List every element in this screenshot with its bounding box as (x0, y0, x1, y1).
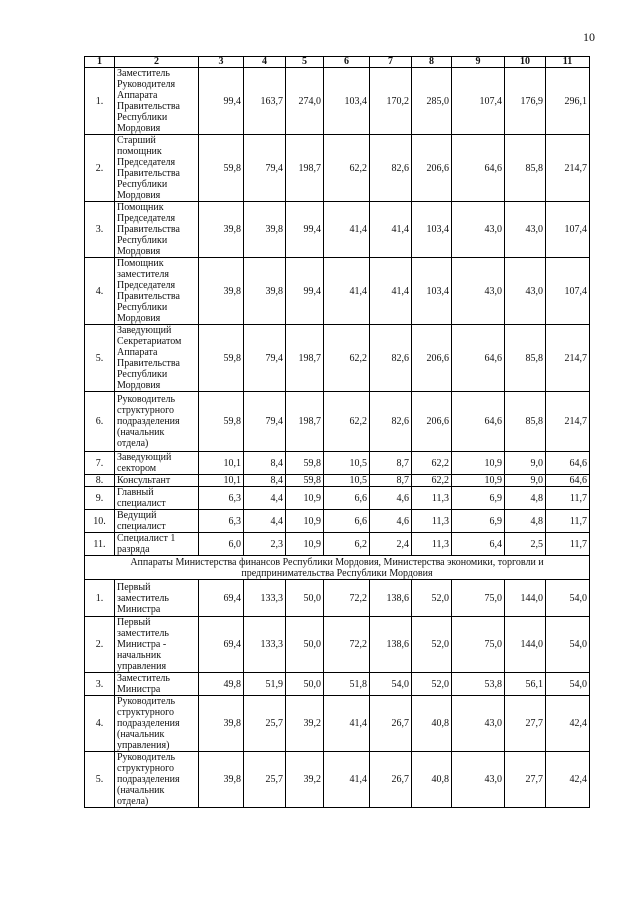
row-number: 4. (85, 696, 115, 752)
table-row (85, 487, 590, 510)
value-cell: 214,7 (546, 325, 590, 392)
table-row (85, 135, 590, 202)
value-cell: 4,6 (370, 487, 412, 510)
value-cell: 6,0 (199, 533, 244, 556)
value-cell: 99,4 (199, 68, 244, 135)
value-cell: 64,6 (546, 475, 590, 487)
value-cell: 50,0 (286, 580, 324, 617)
value-cell: 4,6 (370, 510, 412, 533)
table-row (85, 673, 590, 696)
value-cell: 41,4 (370, 202, 412, 258)
row-number: 7. (85, 452, 115, 475)
value-cell: 107,4 (452, 68, 505, 135)
header-cell: 8 (412, 57, 452, 68)
value-cell: 11,3 (412, 533, 452, 556)
salary-table (84, 56, 590, 808)
value-cell: 10,9 (452, 475, 505, 487)
value-cell: 52,0 (412, 617, 452, 673)
header-cell: 10 (505, 57, 546, 68)
value-cell: 214,7 (546, 392, 590, 452)
value-cell: 8,7 (370, 475, 412, 487)
value-cell: 39,8 (199, 752, 244, 808)
value-cell: 6,6 (324, 510, 370, 533)
value-cell: 53,8 (452, 673, 505, 696)
row-number: 6. (85, 392, 115, 452)
value-cell: 43,0 (452, 258, 505, 325)
value-cell: 27,7 (505, 696, 546, 752)
header-cell: 1 (85, 57, 115, 68)
position-title: Помощник заместителя Председателя Правительства Республики Мордовия (115, 258, 199, 325)
table-row (85, 258, 590, 325)
value-cell: 6,4 (452, 533, 505, 556)
value-cell: 99,4 (286, 202, 324, 258)
value-cell: 25,7 (244, 752, 286, 808)
value-cell: 69,4 (199, 580, 244, 617)
header-cell: 5 (286, 57, 324, 68)
value-cell: 50,0 (286, 673, 324, 696)
value-cell: 6,6 (324, 487, 370, 510)
row-number: 1. (85, 68, 115, 135)
value-cell: 40,8 (412, 752, 452, 808)
value-cell: 39,2 (286, 696, 324, 752)
value-cell: 54,0 (546, 580, 590, 617)
value-cell: 4,4 (244, 510, 286, 533)
value-cell: 75,0 (452, 580, 505, 617)
value-cell: 107,4 (546, 202, 590, 258)
value-cell: 103,4 (412, 258, 452, 325)
position-title: Помощник Председателя Правительства Республики Мордовия (115, 202, 199, 258)
table-row (85, 325, 590, 392)
value-cell: 75,0 (452, 617, 505, 673)
table-row (85, 510, 590, 533)
value-cell: 39,8 (244, 258, 286, 325)
table-row (85, 580, 590, 617)
value-cell: 62,2 (412, 475, 452, 487)
row-number: 10. (85, 510, 115, 533)
table-row (85, 452, 590, 475)
value-cell: 82,6 (370, 392, 412, 452)
value-cell: 10,9 (286, 510, 324, 533)
value-cell: 2,4 (370, 533, 412, 556)
value-cell: 6,9 (452, 510, 505, 533)
value-cell: 42,4 (546, 752, 590, 808)
value-cell: 10,1 (199, 452, 244, 475)
position-title: Старший помощник Председателя Правительства Республики Мордовия (115, 135, 199, 202)
table-row (85, 696, 590, 752)
value-cell: 43,0 (452, 696, 505, 752)
value-cell: 43,0 (452, 752, 505, 808)
value-cell: 82,6 (370, 135, 412, 202)
value-cell: 8,4 (244, 475, 286, 487)
value-cell: 206,6 (412, 392, 452, 452)
value-cell: 59,8 (199, 392, 244, 452)
value-cell: 2,5 (505, 533, 546, 556)
value-cell: 56,1 (505, 673, 546, 696)
value-cell: 8,7 (370, 452, 412, 475)
table-row (85, 752, 590, 808)
value-cell: 62,2 (324, 325, 370, 392)
value-cell: 10,5 (324, 452, 370, 475)
row-number: 2. (85, 617, 115, 673)
row-number: 3. (85, 673, 115, 696)
value-cell: 4,4 (244, 487, 286, 510)
value-cell: 54,0 (370, 673, 412, 696)
value-cell: 133,3 (244, 617, 286, 673)
value-cell: 176,9 (505, 68, 546, 135)
header-cell: 6 (324, 57, 370, 68)
row-number: 5. (85, 325, 115, 392)
value-cell: 40,8 (412, 696, 452, 752)
value-cell: 206,6 (412, 325, 452, 392)
value-cell: 85,8 (505, 325, 546, 392)
position-title: Заместитель Министра (115, 673, 199, 696)
value-cell: 6,3 (199, 487, 244, 510)
section-title: Аппараты Министерства финансов Республики Мордовия, Министерства экономики, торговли и предпринимательства Республики Мордовия (85, 556, 590, 580)
value-cell: 79,4 (244, 325, 286, 392)
value-cell: 107,4 (546, 258, 590, 325)
value-cell: 133,3 (244, 580, 286, 617)
position-title: Первый заместитель Министра - начальник управления (115, 617, 199, 673)
value-cell: 51,8 (324, 673, 370, 696)
table-row (85, 617, 590, 673)
value-cell: 8,4 (244, 452, 286, 475)
value-cell: 144,0 (505, 617, 546, 673)
position-title: Первый заместитель Министра (115, 580, 199, 617)
value-cell: 198,7 (286, 135, 324, 202)
header-cell: 11 (546, 57, 590, 68)
page-number: 10 (583, 30, 595, 44)
value-cell: 79,4 (244, 135, 286, 202)
value-cell: 85,8 (505, 135, 546, 202)
row-number: 1. (85, 580, 115, 617)
value-cell: 138,6 (370, 617, 412, 673)
value-cell: 206,6 (412, 135, 452, 202)
position-title: Руководитель структурного подразделения (начальник управления) (115, 696, 199, 752)
value-cell: 274,0 (286, 68, 324, 135)
value-cell: 39,8 (199, 696, 244, 752)
value-cell: 41,4 (370, 258, 412, 325)
value-cell: 62,2 (324, 392, 370, 452)
value-cell: 41,4 (324, 752, 370, 808)
table-row (85, 533, 590, 556)
value-cell: 52,0 (412, 673, 452, 696)
value-cell: 11,3 (412, 487, 452, 510)
value-cell: 4,8 (505, 487, 546, 510)
value-cell: 163,7 (244, 68, 286, 135)
value-cell: 43,0 (505, 258, 546, 325)
value-cell: 10,9 (286, 487, 324, 510)
value-cell: 11,3 (412, 510, 452, 533)
value-cell: 10,9 (286, 533, 324, 556)
value-cell: 39,8 (244, 202, 286, 258)
value-cell: 52,0 (412, 580, 452, 617)
value-cell: 25,7 (244, 696, 286, 752)
value-cell: 285,0 (412, 68, 452, 135)
table-row (85, 202, 590, 258)
position-title: Главный специалист (115, 487, 199, 510)
value-cell: 54,0 (546, 617, 590, 673)
position-title: Ведущий специалист (115, 510, 199, 533)
position-title: Заведующий Секретариатом Аппарата Правительства Республики Мордовия (115, 325, 199, 392)
value-cell: 59,8 (199, 135, 244, 202)
position-title: Заведующий сектором (115, 452, 199, 475)
row-number: 5. (85, 752, 115, 808)
value-cell: 51,9 (244, 673, 286, 696)
value-cell: 50,0 (286, 617, 324, 673)
value-cell: 39,2 (286, 752, 324, 808)
value-cell: 6,2 (324, 533, 370, 556)
value-cell: 10,1 (199, 475, 244, 487)
value-cell: 26,7 (370, 752, 412, 808)
value-cell: 27,7 (505, 752, 546, 808)
value-cell: 85,8 (505, 392, 546, 452)
value-cell: 82,6 (370, 325, 412, 392)
value-cell: 43,0 (505, 202, 546, 258)
value-cell: 69,4 (199, 617, 244, 673)
value-cell: 59,8 (199, 325, 244, 392)
value-cell: 72,2 (324, 617, 370, 673)
value-cell: 198,7 (286, 325, 324, 392)
value-cell: 62,2 (324, 135, 370, 202)
value-cell: 64,6 (452, 392, 505, 452)
table-row (85, 68, 590, 135)
value-cell: 198,7 (286, 392, 324, 452)
value-cell: 49,8 (199, 673, 244, 696)
value-cell: 39,8 (199, 258, 244, 325)
row-number: 8. (85, 475, 115, 487)
value-cell: 42,4 (546, 696, 590, 752)
table-row (85, 475, 590, 487)
header-cell: 2 (115, 57, 199, 68)
value-cell: 103,4 (412, 202, 452, 258)
value-cell: 64,6 (452, 135, 505, 202)
value-cell: 41,4 (324, 696, 370, 752)
row-number: 4. (85, 258, 115, 325)
header-cell: 4 (244, 57, 286, 68)
value-cell: 11,7 (546, 533, 590, 556)
value-cell: 10,9 (452, 452, 505, 475)
header-row (85, 57, 590, 68)
value-cell: 79,4 (244, 392, 286, 452)
value-cell: 10,5 (324, 475, 370, 487)
value-cell: 103,4 (324, 68, 370, 135)
position-title: Заместитель Руководителя Аппарата Правительства Республики Мордовия (115, 68, 199, 135)
value-cell: 41,4 (324, 202, 370, 258)
value-cell: 144,0 (505, 580, 546, 617)
section-row (85, 556, 590, 580)
value-cell: 59,8 (286, 452, 324, 475)
value-cell: 99,4 (286, 258, 324, 325)
header-cell: 7 (370, 57, 412, 68)
value-cell: 64,6 (546, 452, 590, 475)
position-title: Специалист 1 разряда (115, 533, 199, 556)
value-cell: 214,7 (546, 135, 590, 202)
value-cell: 4,8 (505, 510, 546, 533)
row-number: 9. (85, 487, 115, 510)
value-cell: 41,4 (324, 258, 370, 325)
value-cell: 9,0 (505, 452, 546, 475)
table-row (85, 392, 590, 452)
value-cell: 62,2 (412, 452, 452, 475)
value-cell: 296,1 (546, 68, 590, 135)
value-cell: 11,7 (546, 487, 590, 510)
value-cell: 170,2 (370, 68, 412, 135)
value-cell: 9,0 (505, 475, 546, 487)
value-cell: 138,6 (370, 580, 412, 617)
value-cell: 6,3 (199, 510, 244, 533)
value-cell: 2,3 (244, 533, 286, 556)
header-cell: 3 (199, 57, 244, 68)
row-number: 2. (85, 135, 115, 202)
position-title: Руководитель структурного подразделения (начальник отдела) (115, 752, 199, 808)
value-cell: 72,2 (324, 580, 370, 617)
header-cell: 9 (452, 57, 505, 68)
value-cell: 64,6 (452, 325, 505, 392)
value-cell: 6,9 (452, 487, 505, 510)
position-title: Руководитель структурного подразделения (начальник отдела) (115, 392, 199, 452)
value-cell: 11,7 (546, 510, 590, 533)
value-cell: 43,0 (452, 202, 505, 258)
position-title: Консультант (115, 475, 199, 487)
value-cell: 54,0 (546, 673, 590, 696)
row-number: 11. (85, 533, 115, 556)
row-number: 3. (85, 202, 115, 258)
value-cell: 59,8 (286, 475, 324, 487)
value-cell: 26,7 (370, 696, 412, 752)
value-cell: 39,8 (199, 202, 244, 258)
